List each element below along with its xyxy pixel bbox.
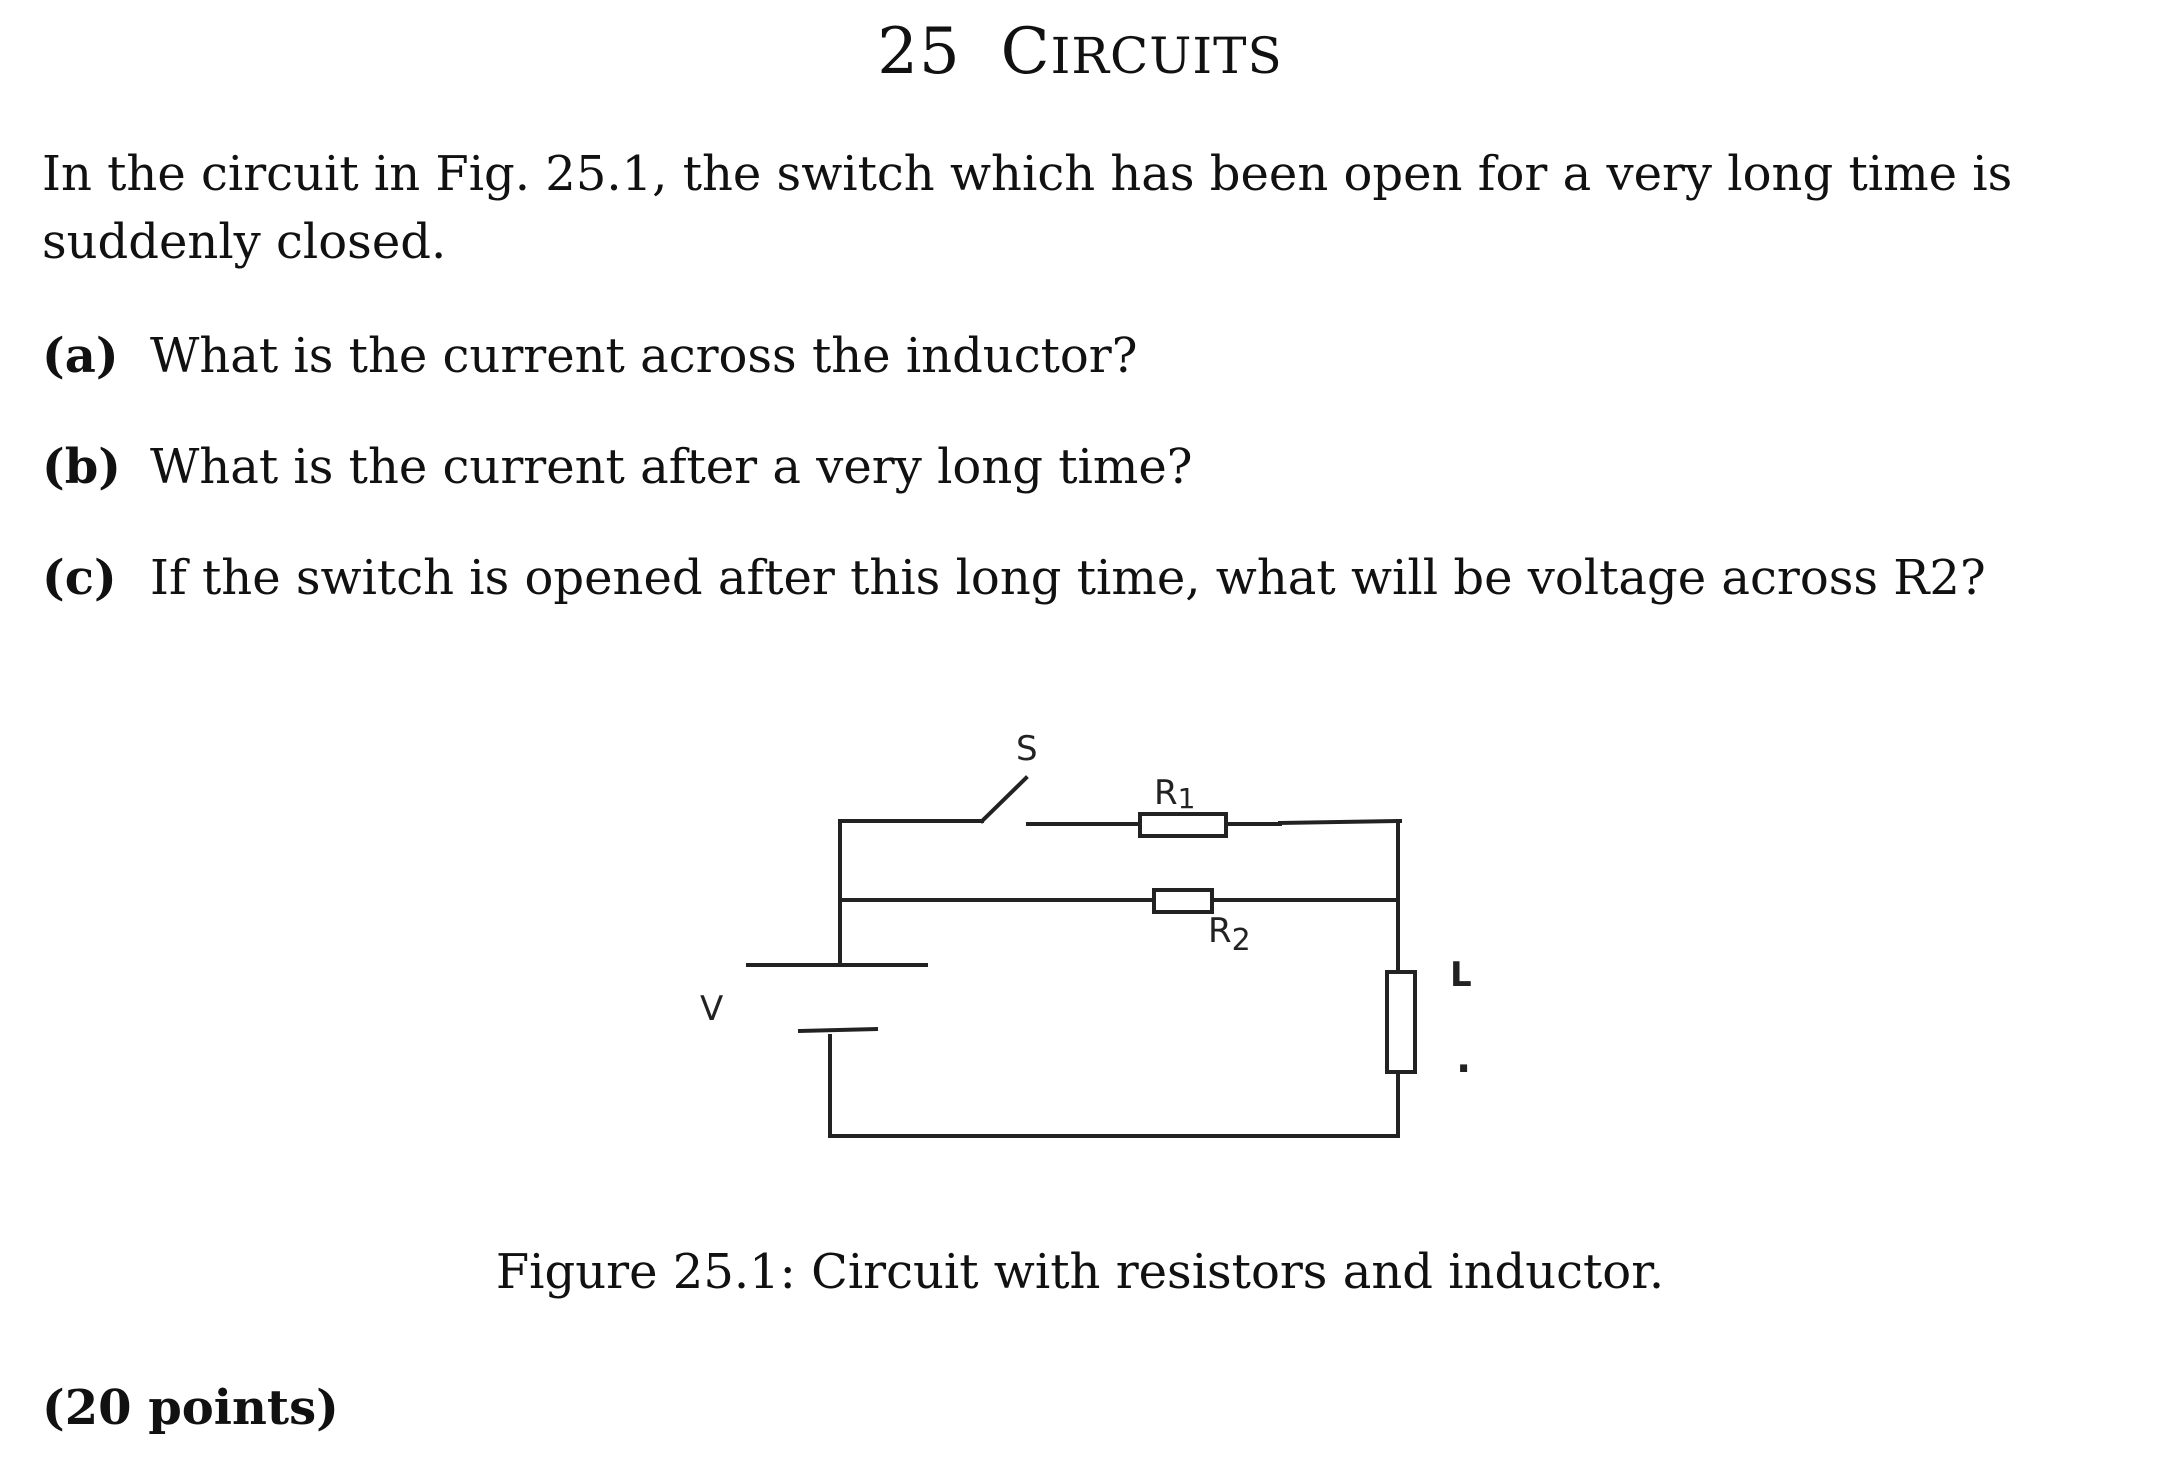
section-number: 25 [877,15,961,89]
problem-intro: In the circuit in Fig. 25.1, the switch which has been open for a very long time is suddenly closed. [42,146,2013,270]
part-label: (c) [42,550,117,606]
resistor-r2 [1154,890,1212,912]
switch-label: S [1016,729,1038,769]
r1-label [1154,773,1195,815]
question-part-c [42,548,1986,608]
section-title-rest: IRCUITS [1050,27,1283,85]
inductor-label: L [1450,955,1472,995]
question-part-a [42,326,1137,386]
part-label: (b) [42,439,121,495]
circuit-figure [680,720,1500,1180]
r1-label-sub: 1 [1177,782,1196,815]
part-text: What is the current across the inductor? [150,328,1138,384]
part-label: (a) [42,328,119,384]
question-part-b [42,437,1193,497]
switch-blade [982,778,1026,821]
voltage-label: V [700,989,724,1029]
r2-label-sub: 2 [1231,923,1251,958]
circuit-diagram [680,720,1500,1180]
r2-label [1208,911,1251,958]
section-title-initial: C [1000,15,1051,89]
battery-short-plate [800,1029,876,1031]
part-text: If the switch is opened after this long time, what will be voltage across R2? [150,550,1986,606]
figure-caption: Figure 25.1: Circuit with resistors and inductor. [495,1244,1665,1300]
points-value: (20 points) [42,1380,339,1436]
r2-label-main: R [1208,911,1232,951]
inductor-box [1387,972,1415,1072]
r1-label-main: R [1154,773,1178,813]
resistor-r1 [1140,814,1226,836]
wire-top-right-2 [1280,821,1400,823]
part-text: What is the current after a very long time? [150,439,1193,495]
inductor-dot: . [1456,1036,1472,1082]
section-title [0,12,2160,96]
